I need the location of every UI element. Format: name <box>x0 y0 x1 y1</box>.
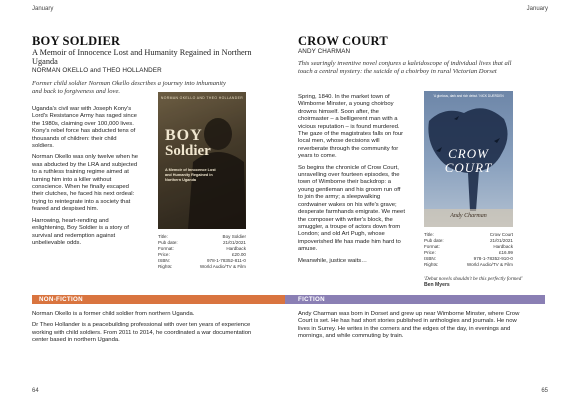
meta-key: Title: <box>158 234 168 239</box>
meta-key: Price: <box>158 251 170 257</box>
quote-text: 'Debut novels shouldn't be this perfectly formed' <box>424 276 523 282</box>
meta-value: 21/01/2021 <box>490 237 513 243</box>
meta-value: £20.00 <box>231 251 246 257</box>
description-paragraph: So begins the chronicle of Crow Court, unravelling over fourteen episodes, the town of Wimborne their backdrop: a young gentleman and his groom run off to join the army; a sleepwalking cordwainer wakes on his wife's grave; desperate farmhands emigrate. We meet the composer with writer's block, the smuggler, a troupe of actors down from London; and old Art Pugh, whose impoverished life has made him hard to amuse. <box>298 164 405 253</box>
cover-review: 'A glorious, dark and rich debut.' NICK DUERDEN <box>433 94 504 98</box>
book-author: ANDY CHARMAN <box>298 48 351 55</box>
cover-title-line2: COURT <box>444 160 493 175</box>
cover-figure-illustration <box>158 92 246 229</box>
author-bio <box>298 311 523 341</box>
book-author: NORMAN OKELLO and THEO HOLLANDER <box>32 67 162 74</box>
bio-paragraph: Norman Okello is a former child soldier from northern Uganda. <box>32 311 195 317</box>
book-title: CROW COURT <box>298 34 388 48</box>
meta-key: Pub date: <box>158 239 178 245</box>
meta-value: Crow Court <box>489 232 513 237</box>
book-description <box>298 94 405 265</box>
meta-value: Boy Soldier <box>222 234 246 239</box>
band-label: FICTION <box>298 296 325 303</box>
meta-key: Format: <box>424 243 440 249</box>
meta-key: Format: <box>158 245 174 251</box>
meta-key: Title: <box>424 232 434 237</box>
book-subtitle: A Memoir of Innocence Lost and Humanity Regained in Northern Uganda <box>32 48 252 66</box>
meta-row <box>424 262 513 268</box>
meta-value: World Audio/TV & Film <box>466 261 513 267</box>
category-band-fiction <box>285 295 545 304</box>
cover-authors: NORMAN OKELLO AND THEO HOLLANDER <box>160 96 244 100</box>
cover-author: Andy Charman <box>450 213 487 219</box>
right-page <box>285 0 570 400</box>
book-metadata <box>424 232 513 267</box>
meta-value: 21/01/2021 <box>223 239 246 245</box>
description-paragraph: Norman Okello was only twelve when he was abducted by the LRA and subjected to a ruthless training regime aimed at turning him into a killer without conscience. When he finally escaped their clutches, he faced his next ordeal: trying to reintegrate into a society that feared and despised him. <box>32 154 139 213</box>
meta-value: World Audio/TV & Film <box>199 263 246 269</box>
meta-key: Pub date: <box>424 237 444 243</box>
quote-author: Ben Myers <box>424 282 450 289</box>
meta-value: 978-1-78352-811-0 <box>207 257 246 263</box>
meta-value: Hardback <box>226 245 246 251</box>
meta-key: ISBN: <box>424 255 436 261</box>
page-number: 65 <box>541 388 548 394</box>
cover-title-line1: CROW <box>448 146 489 161</box>
meta-row <box>158 264 246 270</box>
description-paragraph: Meanwhile, justice waits… <box>298 257 368 264</box>
bio-paragraph: Andy Charman was born in Dorset and grew up near Wimborne Minster, where Crow Court is set. He has had short stories published in anthologies and journals. He now lives in Surrey. He writes in the corners and the edges of the day, in evenings and mornings, and while commuting by train. <box>298 311 520 340</box>
cover-tagline: A Memoir of Innocence Lost and Humanity Regained in Northern Uganda <box>165 168 216 182</box>
description-paragraph: Spring, 1840. In the market town of Wimborne Minster, a young choirboy drowns himself. Soon after, the choirmaster – a belligerent man with a vicious reputation – is found murdered. The gaze of the magistrates falls on four local men, whose decisions will reverberate through the community for years to come. <box>298 94 404 160</box>
meta-key: ISBN: <box>158 257 170 263</box>
cover-title-line1: BOY <box>165 127 203 144</box>
category-band-nonfiction: NON-FICTION <box>32 295 285 304</box>
meta-value: 978-1-78352-910-0 <box>473 255 513 261</box>
bio-paragraph: Dr Theo Hollander is a peacebuilding professional with over ten years of experience working with child soldiers. From 2011 to 2014, he coordinated a war documentation center based in northern Uganda. <box>32 322 252 344</box>
meta-value: Hardback <box>493 243 513 249</box>
book-cover-crow-court <box>424 91 513 227</box>
description-paragraph: Uganda's civil war with Joseph Kony's Lord's Resistance Army has raged since the 1980s, claiming over 100,000 lives. Kony's rebel force has abducted tens of thousands of children: their child soldiers. <box>32 106 137 150</box>
author-bio <box>32 311 254 345</box>
running-head: January <box>32 6 54 12</box>
book-title: BOY SOLDIER <box>32 34 121 48</box>
book-cover-boy-soldier <box>158 92 246 229</box>
meta-key: Rights: <box>424 261 439 267</box>
book-description <box>32 106 139 247</box>
page-number: 64 <box>32 388 39 394</box>
description-paragraph: Harrowing, heart-rending and enlightening, Boy Soldier is a story of survival and redemption against unbelievable odds. <box>32 217 129 246</box>
book-blurb: This searingly inventive novel conjures a kaleidoscope of individual lives that all touch a central mystery: the suicide of a choirboy in rural Victorian Dorset <box>298 60 512 75</box>
meta-value: £16.99 <box>498 249 513 255</box>
book-blurb: Former child soldier Norman Okello describes a journey into inhumanity and back to forgiveness and love. <box>32 80 226 95</box>
review-quote <box>424 276 524 289</box>
book-metadata <box>158 234 246 269</box>
meta-key: Price: <box>424 249 436 255</box>
meta-key: Rights: <box>158 263 173 269</box>
cover-title-line2: Soldier <box>165 143 211 159</box>
running-head: January <box>526 6 548 12</box>
